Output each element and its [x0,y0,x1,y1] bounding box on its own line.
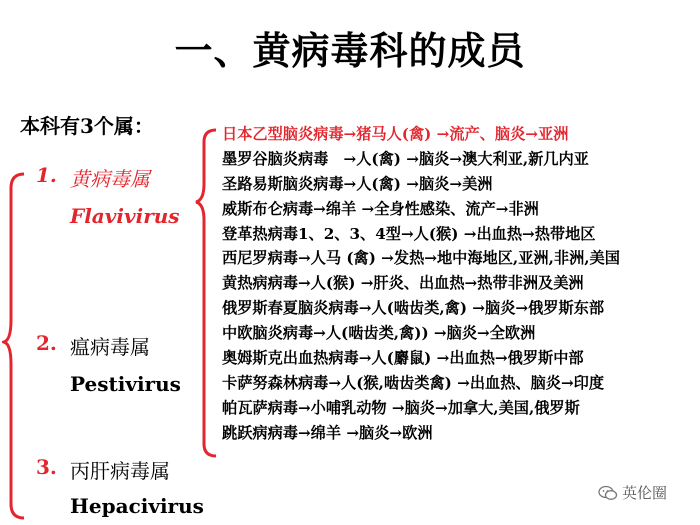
genus-1-name: 黄病毒属 [70,167,150,191]
genus-2-number: 2. [36,331,57,355]
slide-title: 一、黄病毒科的成员 [174,29,526,73]
genus-3-latin: Hepacivirus [70,494,204,518]
virus-item: 西尼罗病毒→人马 (禽) →发热→地中海地区,亚洲,非洲,美国 [222,249,620,268]
virus-item: 跳跃病病毒→绵羊 →脑炎→欧洲 [222,423,433,442]
watermark-text: 英伦圈 [622,484,668,502]
virus-item: 圣路易斯脑炎病毒→人(禽) →脑炎→美洲 [222,174,493,193]
virus-item: 威斯布仑病毒→绵羊 →全身性感染、流产→非洲 [222,199,539,218]
genus-3-number: 3. [36,455,57,479]
genus-2-name: 瘟病毒属 [70,335,150,359]
genus-1-latin: Flavivirus [70,204,180,228]
virus-item: 登革热病毒1、2、3、4型→人(猴) →出血热→热带地区 [222,224,596,243]
virus-list [222,122,692,446]
virus-item: 中欧脑炎病毒→人(啮齿类,禽)) →脑炎→全欧洲 [222,324,536,343]
virus-brace [194,128,220,458]
watermark [598,482,667,503]
virus-item: 墨罗谷脑炎病毒 →人(禽) →脑炎→澳大利亚,新几内亚 [222,149,589,168]
virus-item: 帕瓦萨病毒→小哺乳动物 →脑炎→加拿大,美国,俄罗斯 [222,398,580,417]
intro-text: 本科有3个属： [20,114,154,138]
virus-item: 俄罗斯春夏脑炎病毒→人(啮齿类,禽) →脑炎→俄罗斯东部 [222,299,605,318]
genus-1-number: 1. [36,163,57,187]
left-brace [2,172,28,522]
genus-3-name: 丙肝病毒属 [70,459,170,483]
virus-item: 奥姆斯克出血热病毒→人(麝鼠) →出血热→俄罗斯中部 [222,349,584,368]
wechat-icon [598,485,618,501]
virus-item: 日本乙型脑炎病毒→猪马人(禽) →流产、脑炎→亚洲 [222,125,569,143]
virus-item: 卡萨努森林病毒→人(猴,啮齿类禽) →出血热、脑炎→印度 [222,373,605,392]
virus-item: 黄热病病毒→人(猴) →肝炎、出血热→热带非洲及美洲 [222,274,584,293]
genus-2-latin: Pestivirus [70,372,181,396]
